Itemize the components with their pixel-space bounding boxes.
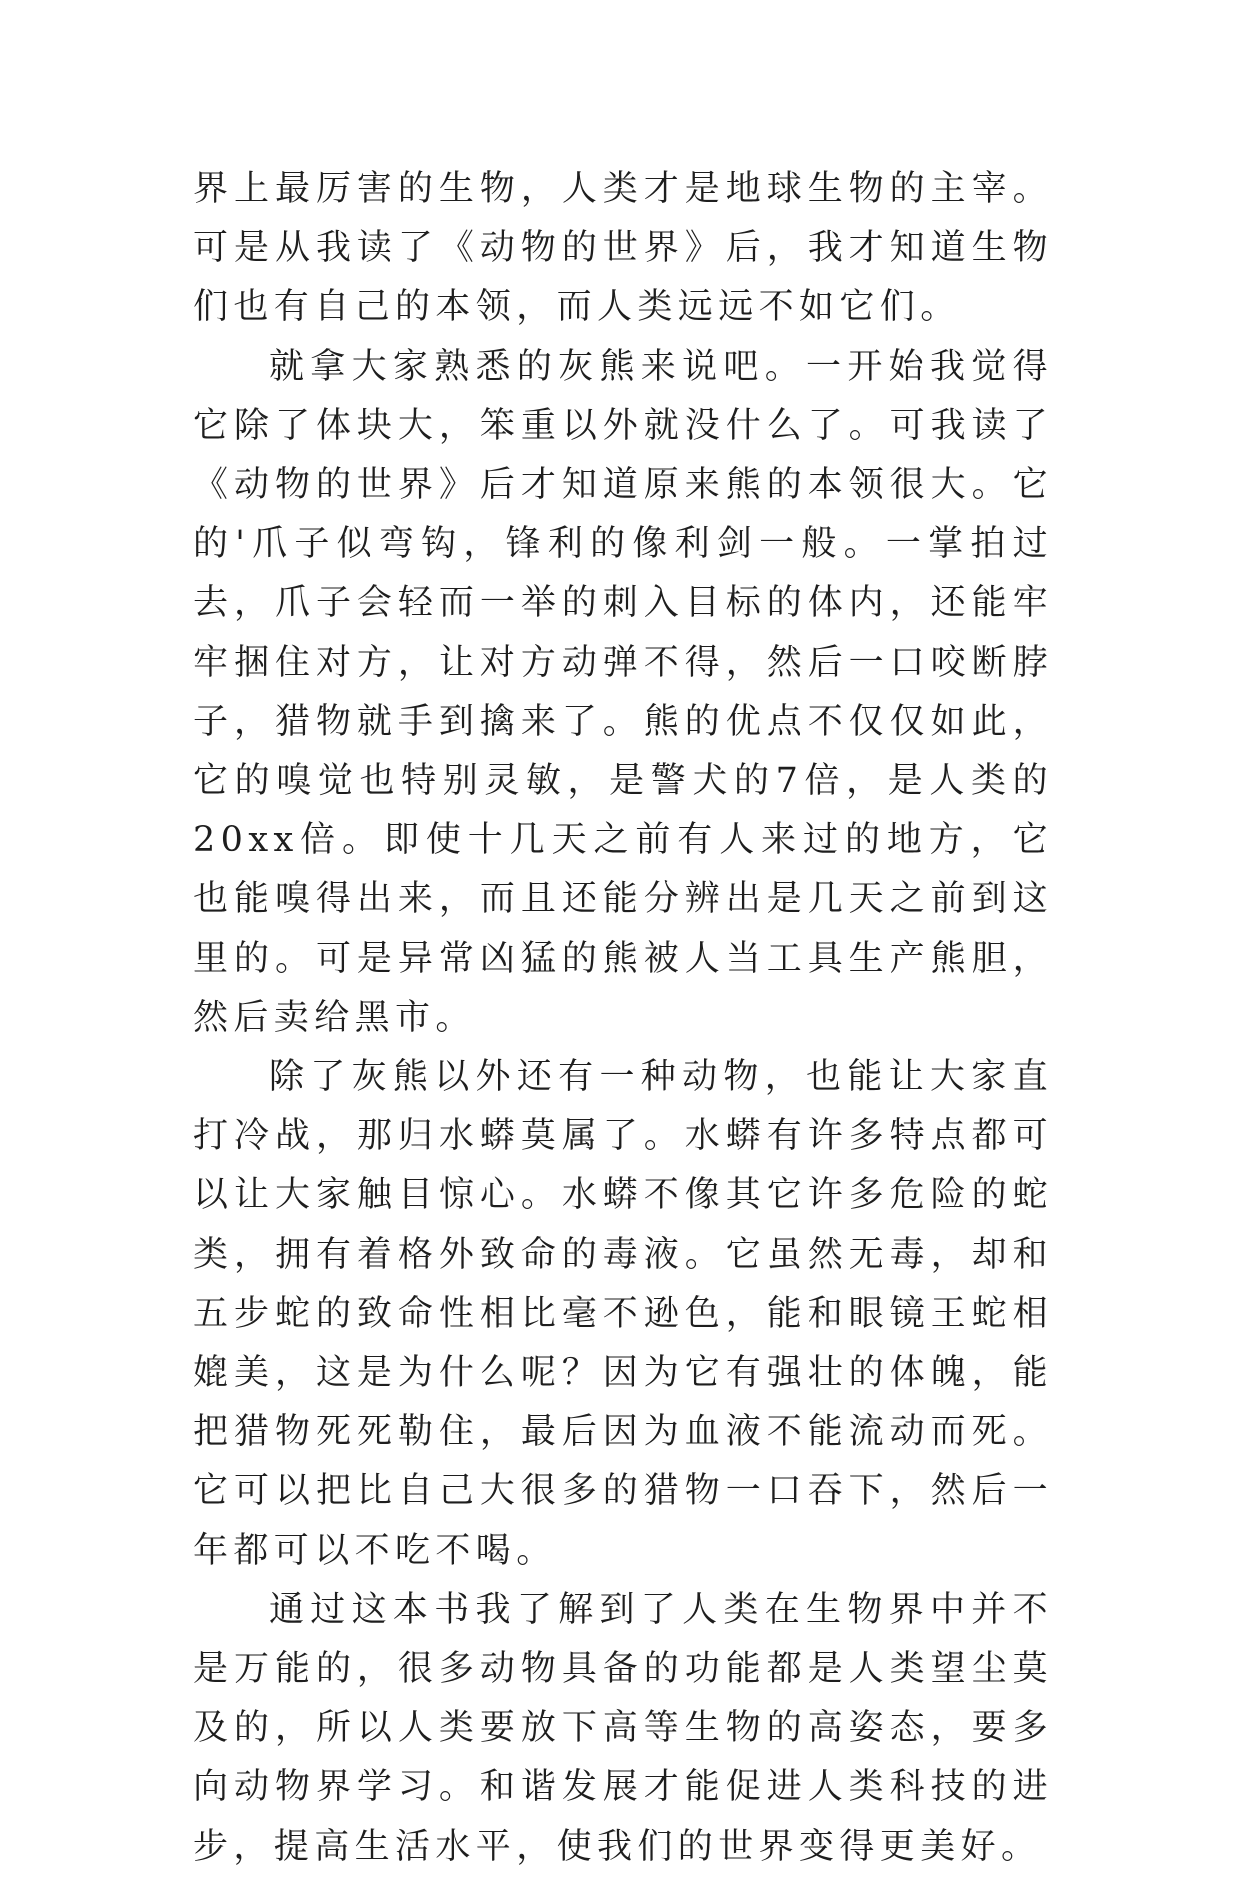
paragraph-grizzly-bear: 就拿大家熟悉的灰熊来说吧。一开始我觉得它除了体块大，笨重以外就没什么了。可我读了《动物的世界》后才知道原来熊的本领很大。它的'爪子似弯钩，锋利的像利剑一般。一掌拍过去，爪子会轻而一举的刺入目标的体内，还能牢牢捆住对方，让对方动弹不得，然后一口咬断脖子，猎物就手到擒来了。熊的优点不仅仅如此，它的嗅觉也特别灵敏，是警犬的7倍，是人类的20xx倍。即使十几天之前有人来过的地方，它也能嗅得出来，而且还能分辨出是几天之前到这里的。可是异常凶猛的熊被人当工具生产熊胆，然后卖给黑市。 (193, 346, 1053, 1038)
paragraph-continuation: 界上最厉害的生物，人类才是地球生物的主宰。可是从我读了《动物的世界》后，我才知道生物们也有自己的本领，而人类远远不如它们。 (193, 169, 1053, 328)
paragraph-anaconda: 除了灰熊以外还有一种动物，也能让大家直打冷战，那归水蟒莫属了。水蟒有许多特点都可以让大家触目惊心。水蟒不像其它许多危险的蛇类，拥有着格外致命的毒液。它虽然无毒，却和五步蛇的致命性相比毫不逊色，能和眼镜王蛇相媲美，这是为什么呢？因为它有强壮的体魄，能把猎物死死勒住，最后因为血液不能流动而死。它可以把比自己大很多的猎物一口吞下，然后一年都可以不吃不喝。 (193, 1057, 1053, 1571)
body-text (193, 160, 1053, 1877)
paragraph-conclusion: 通过这本书我了解到了人类在生物界中并不是万能的，很多动物具备的功能都是人类望尘莫及的，所以人类要放下高等生物的高姿态，要多向动物界学习。和谐发展才能促进人类科技的进步，提高生活水平，使我们的世界变得更美好。 (193, 1589, 1053, 1867)
